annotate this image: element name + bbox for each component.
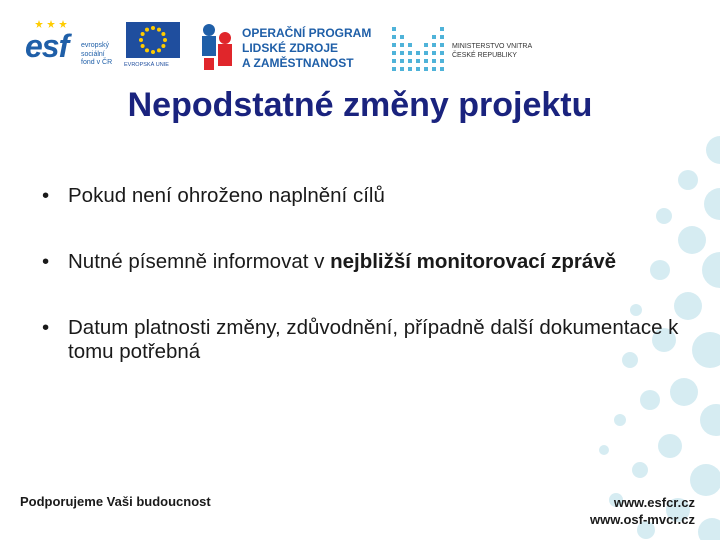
esf-logo [25,20,120,72]
bullet-list [40,184,680,364]
op-text: OPERAČNÍ PROGRAM LIDSKÉ ZDROJE A ZAMĚSTNANOST [242,26,372,70]
footer-link-esfcr[interactable]: www.esfcr.cz [613,495,695,510]
slide-title: Nepodstatné změny projektu [127,86,593,124]
footer-link-osf-mvcr[interactable]: www.osf-mvcr.cz [590,512,695,527]
mv-dots-icon [390,25,446,73]
eu-logo [124,22,182,72]
bullet-item: • Nutné písemně informovat v nejbližší monitorovací zprávě [40,250,680,274]
op-logo [200,20,375,75]
footer-slogan: Podporujeme Vaši budoucnost [20,494,211,509]
esf-mark: esf [25,28,69,64]
esf-stars-icon [35,20,75,34]
op-figures-icon [200,22,236,72]
bullet-item: • Pokud není ohroženo naplnění cílů [40,184,680,208]
bold-text: nejbližší monitorovací zprávě [330,250,617,273]
mv-logo [390,25,550,73]
footer-links [590,494,695,528]
eu-text: EVROPSKÁ UNIE [124,62,169,68]
mv-text: MINISTERSTVO VNITRA ČESKÉ REPUBLIKY [452,43,533,59]
eu-flag-icon [126,22,180,58]
logo-bar [0,0,720,80]
bullet-item: • Datum platnosti změny, zdůvodnění, případně další dokumentace k tomu potřebná [40,316,680,364]
esf-text: evropský sociální fond v ČR [81,42,113,66]
